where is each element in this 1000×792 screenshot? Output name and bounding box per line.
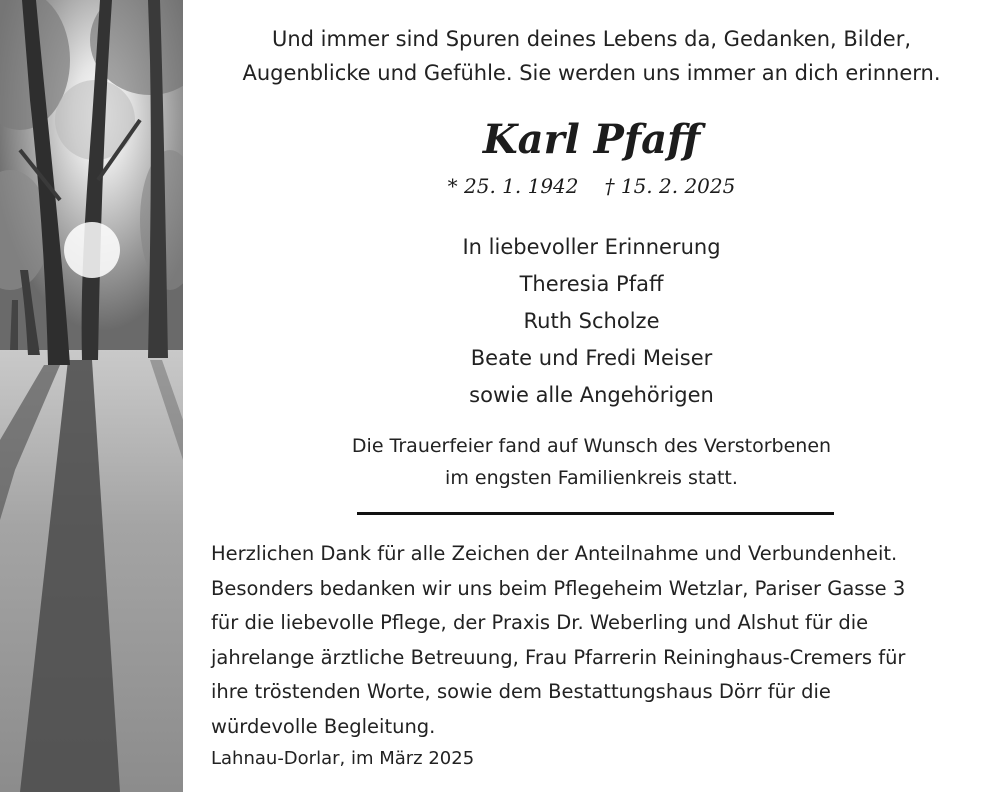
thanks-line: ihre tröstenden Worte, sowie dem Bestattungshaus Dörr für die [211, 680, 831, 703]
memorial-quote [183, 22, 1000, 90]
mourner-name: sowie alle Angehörigen [469, 383, 714, 407]
place-and-date: Lahnau-Dorlar, im März 2025 [211, 748, 475, 769]
thanks-line: würdevolle Begleitung. [211, 714, 436, 738]
death-date: † 15. 2. 2025 [604, 174, 736, 198]
trees-sunlight-photo [0, 0, 183, 792]
mourner-name: Theresia Pfaff [519, 272, 664, 296]
life-dates [183, 172, 1000, 200]
thanks-line: für die liebevolle Pflege, der Praxis Dr. Weberling und Alshut für die [211, 611, 869, 634]
thanks-line: jahrelange ärztliche Betreuung, Frau Pfarrerin Reininghaus-Cremers für [211, 645, 906, 669]
birth-date: * 25. 1. 1942 [447, 174, 579, 198]
quote-line: Und immer sind Spuren deines Lebens da, Gedanken, Bilder, [271, 27, 912, 51]
thanks-line: Besonders bedanken wir uns beim Pflegeheim Wetzlar, Pariser Gasse 3 [211, 576, 906, 600]
service-line: Die Trauerfeier fand auf Wunsch des Verstorbenen [351, 435, 832, 457]
divider-rule [357, 512, 834, 515]
mourner-name: Ruth Scholze [523, 309, 660, 333]
mourners-intro: In liebevoller Erinnerung [462, 235, 721, 259]
obituary-content [183, 0, 1000, 792]
thanks-paragraph [211, 537, 991, 744]
mourner-name: Beate und Fredi Meiser [470, 346, 713, 370]
service-line: im engsten Familienkreis statt. [445, 467, 738, 489]
thanks-line: Herzlichen Dank für alle Zeichen der Anteilnahme und Verbundenheit. [211, 542, 898, 565]
deceased-name: Karl Pfaff [482, 116, 701, 163]
quote-line: Augenblicke und Gefühle. Sie werden uns immer an dich erinnern. [242, 61, 941, 85]
funeral-service-note [183, 430, 1000, 494]
mourners-block [183, 229, 1000, 414]
